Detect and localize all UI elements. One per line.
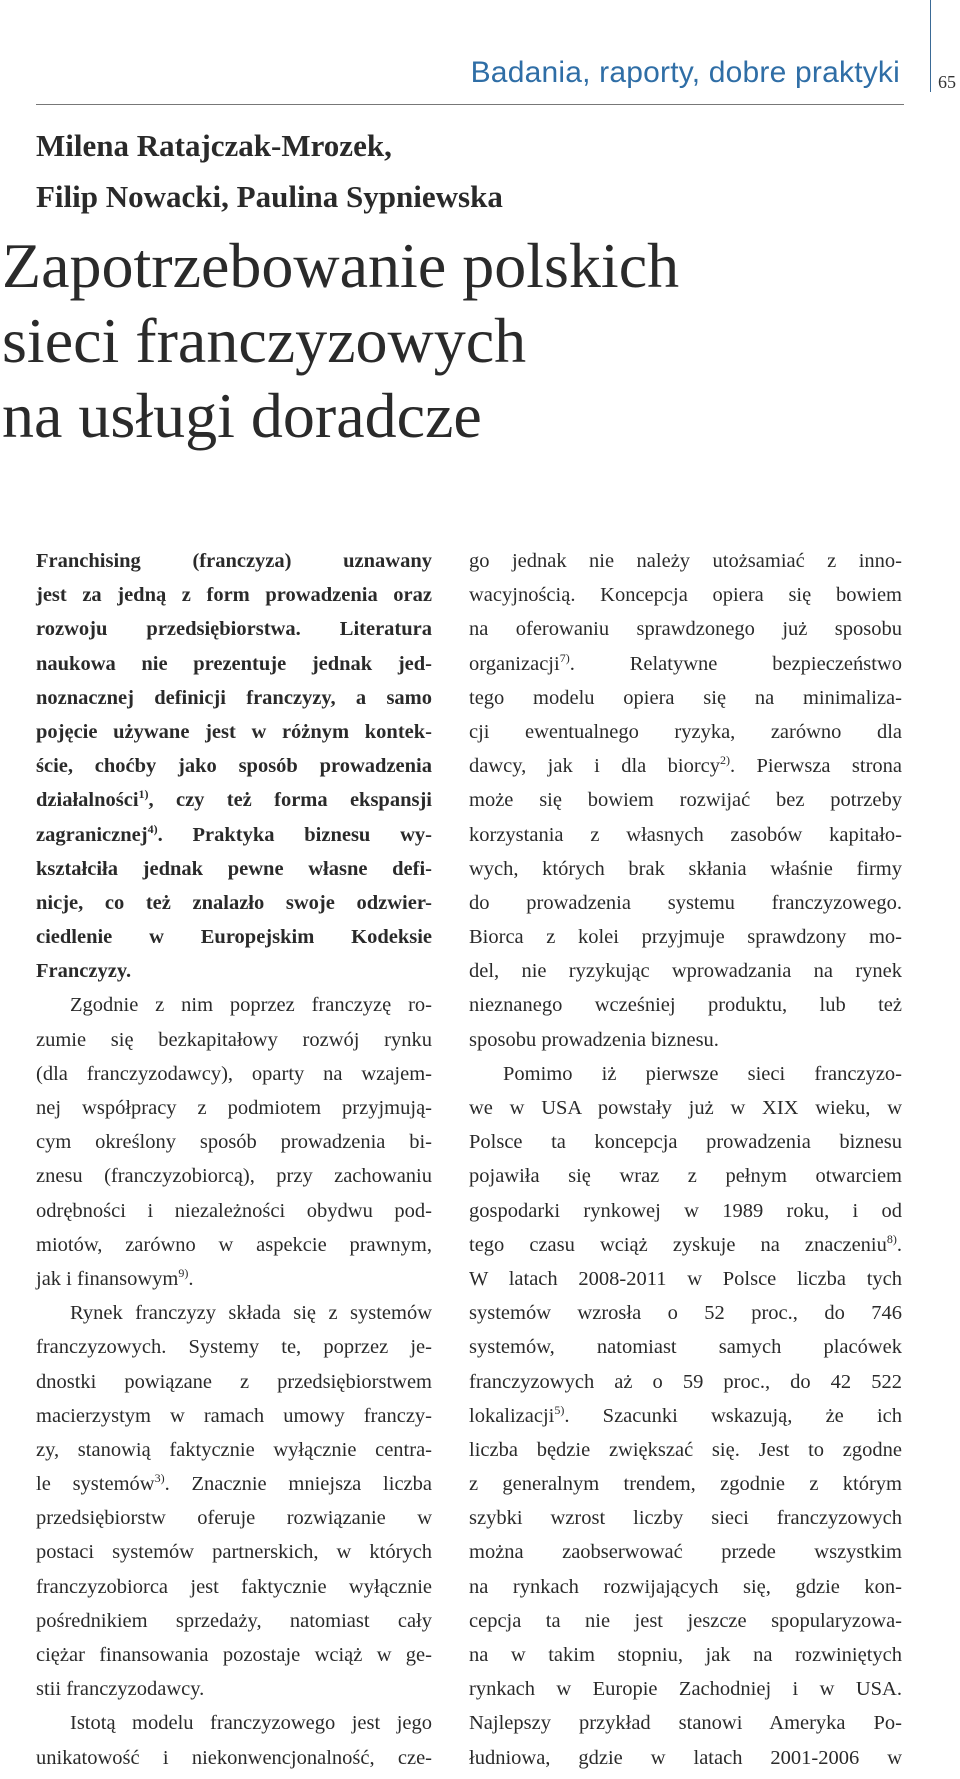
text-run: pośrednikiem sprzedaży, natomiast cały xyxy=(36,1609,432,1632)
text-line xyxy=(36,1194,432,1228)
text-line xyxy=(469,988,902,1022)
text-run: może się bowiem rozwijać bez potrzeby xyxy=(469,789,902,812)
text-line xyxy=(36,1057,432,1091)
text-run: tego modelu opiera się na minimaliza- xyxy=(469,686,902,709)
text-line xyxy=(36,715,432,749)
text-run: przedsiębiorstw oferuje rozwiązanie w xyxy=(36,1507,432,1530)
text-run: naukowa nie prezentuje jednak jed- xyxy=(36,652,432,675)
text-line xyxy=(469,749,902,783)
text-run: franczyzowych aż o 59 proc., do 42 522 xyxy=(469,1370,902,1393)
text-run: del, nie ryzykując wprowadzania na rynek xyxy=(469,960,902,983)
text-run: dawcy, jak i dla biorcy xyxy=(469,755,720,778)
text-run: wych, których brak skłania właśnie firmy xyxy=(469,857,902,880)
text-run: zy, stanowią faktycznie wyłącznie centra- xyxy=(36,1438,432,1461)
text-run: działalności xyxy=(36,789,139,812)
text-run: systemów, natomiast samych placówek xyxy=(469,1336,902,1359)
title-line: sieci franczyzowych xyxy=(2,305,527,376)
text-run: jak i finansowym xyxy=(36,1267,179,1290)
text-line xyxy=(469,1159,902,1193)
text-line xyxy=(36,1262,432,1296)
text-line xyxy=(36,1091,432,1125)
text-line xyxy=(469,1023,902,1057)
text-line xyxy=(469,715,902,749)
right-column xyxy=(469,544,902,1775)
text-line xyxy=(36,988,432,1022)
text-line xyxy=(36,1433,432,1467)
text-line xyxy=(36,647,432,681)
footnote-ref: 9) xyxy=(178,1265,189,1280)
text-run: na rynkach rozwijających się, gdzie kon- xyxy=(469,1575,902,1598)
text-run: nej współpracy z podmiotem przyjmują- xyxy=(36,1097,432,1119)
text-line xyxy=(36,1604,432,1638)
footnote-ref: 4) xyxy=(147,821,158,836)
left-column xyxy=(36,544,432,1775)
text-run: . Praktyka biznesu wy- xyxy=(157,823,432,846)
page-number: 65 xyxy=(938,72,956,92)
text-run: można zaobserwować przede wszystkim xyxy=(469,1541,902,1564)
text-line xyxy=(36,1399,432,1433)
text-line xyxy=(469,1741,902,1775)
text-run: Najlepszy przykład stanowi Ameryka Po- xyxy=(469,1712,902,1735)
title-line: na usługi doradcze xyxy=(2,380,482,451)
text-run: szybki wzrost liczby sieci franczyzowych xyxy=(469,1507,902,1530)
header-vertical-rule xyxy=(930,0,931,92)
text-line xyxy=(469,1296,902,1330)
text-line xyxy=(469,1706,902,1740)
text-run: lokalizacji xyxy=(469,1404,555,1427)
text-run: le systemów xyxy=(36,1473,155,1496)
text-line xyxy=(36,920,432,954)
text-line xyxy=(36,1023,432,1057)
text-line xyxy=(36,544,432,578)
text-line xyxy=(36,1501,432,1535)
text-line xyxy=(469,852,902,886)
text-run: Pomimo iż pierwsze sieci franczyzo- xyxy=(503,1062,902,1085)
text-run: Franchising (franczyza) uznawany xyxy=(36,550,432,572)
text-run: . Znacznie mniejsza liczba xyxy=(164,1473,432,1496)
text-line xyxy=(36,1159,432,1193)
text-run: (dla franczyzodawcy), oparty na wzajem- xyxy=(36,1062,432,1085)
text-line xyxy=(36,1672,432,1706)
text-run: ciężar finansowania pozostaje wciąż w ge- xyxy=(36,1644,432,1666)
text-line xyxy=(36,1638,432,1672)
text-line xyxy=(36,1570,432,1604)
text-run: Zgodnie z nim poprzez franczyzę ro- xyxy=(70,994,432,1017)
text-line xyxy=(36,1330,432,1364)
text-run: . Pierwsza strona xyxy=(730,755,902,778)
text-run: . Szacunki wskazują, że ich xyxy=(564,1404,902,1427)
footnote-ref: 8) xyxy=(886,1231,897,1246)
text-run: na oferowaniu sprawdzonego już sposobu xyxy=(469,618,902,641)
author-line: Milena Ratajczak-Mrozek, xyxy=(36,128,392,163)
text-run: ście, choćby jako sposób prowadzenia xyxy=(36,755,432,778)
footnote-ref: 2) xyxy=(720,753,730,768)
text-run: Polsce ta koncepcja prowadzenia biznesu xyxy=(469,1131,902,1154)
footnote-ref: 1) xyxy=(138,787,149,802)
text-run: , czy też forma ekspansji xyxy=(148,789,432,812)
text-run: . xyxy=(896,1233,902,1256)
text-line xyxy=(469,578,902,612)
text-line xyxy=(36,1535,432,1569)
text-run: unikatowość i niekonwencjonalność, cze- xyxy=(36,1746,432,1769)
text-line xyxy=(36,681,432,715)
article-authors xyxy=(36,120,503,222)
text-run: korzystania z własnych zasobów kapitało- xyxy=(469,823,902,846)
running-header-section: Badania, raporty, dobre praktyki xyxy=(470,56,900,89)
text-run: organizacji xyxy=(469,652,560,675)
text-run: rynkach w Europie Zachodniej i w USA. xyxy=(469,1678,902,1701)
text-line xyxy=(36,886,432,920)
text-run: znesu (franczyzobiorcą), przy zachowaniu xyxy=(36,1165,432,1188)
text-run: liczba będzie zwiększać się. Jest to zgodne xyxy=(469,1438,902,1461)
text-run: do prowadzenia systemu franczyzowego. xyxy=(469,891,902,914)
text-line xyxy=(469,544,902,578)
text-line xyxy=(469,954,902,988)
text-line xyxy=(36,612,432,646)
text-line xyxy=(36,1467,432,1501)
text-line xyxy=(36,852,432,886)
text-line xyxy=(469,1262,902,1296)
text-line xyxy=(469,681,902,715)
text-run: nicje, co też znalazło swoje odzwier- xyxy=(36,891,432,914)
text-run: Istotą modelu franczyzowego jest jego xyxy=(70,1712,432,1735)
text-run: stii franczyzodawcy. xyxy=(36,1678,205,1701)
text-run: Rynek franczyzy składa się z systemów xyxy=(70,1302,432,1325)
text-run: łudniowa, gdzie w latach 2001-2006 w xyxy=(469,1746,902,1769)
text-run: tego czasu wciąż zyskuje na znaczeniu xyxy=(469,1233,887,1256)
text-line xyxy=(36,1125,432,1159)
text-line xyxy=(469,1194,902,1228)
text-run: franczyzobiorca jest faktycznie wyłącznie xyxy=(36,1575,432,1598)
text-line xyxy=(36,578,432,612)
text-run: pojęcie używane jest w różnym kontek- xyxy=(36,720,432,743)
text-line xyxy=(469,1501,902,1535)
text-line xyxy=(469,818,902,852)
text-run: cym określony sposób prowadzenia bi- xyxy=(36,1131,432,1154)
text-line xyxy=(36,1706,432,1740)
text-run: Biorca z kolei przyjmuje sprawdzony mo- xyxy=(469,926,902,949)
text-line xyxy=(36,1228,432,1262)
title-line: Zapotrzebowanie polskich xyxy=(2,230,680,301)
text-line xyxy=(469,886,902,920)
text-line xyxy=(36,749,432,783)
text-line xyxy=(36,954,432,988)
article-title xyxy=(2,228,679,453)
text-run: . xyxy=(188,1267,194,1290)
header-rule xyxy=(36,104,904,105)
footnote-ref: 5) xyxy=(554,1402,565,1417)
text-run: zumie się bezkapitałowy rozwój rynku xyxy=(36,1028,432,1051)
text-line xyxy=(469,1365,902,1399)
text-run: W latach 2008-2011 w Polsce liczba tych xyxy=(469,1267,902,1290)
text-run: rozwoju przedsiębiorstwa. Literatura xyxy=(36,618,432,641)
text-run: sposobu prowadzenia biznesu. xyxy=(469,1028,719,1051)
text-run: kształciła jednak pewne własne defi- xyxy=(36,857,432,880)
text-run: nieznanego wcześniej produktu, lub też xyxy=(469,994,902,1017)
text-line xyxy=(469,1399,902,1433)
footnote-ref: 7) xyxy=(559,650,570,665)
footnote-ref: 3) xyxy=(154,1471,165,1486)
text-run: go jednak nie należy utożsamiać z inno- xyxy=(469,550,902,572)
text-run: na w takim stopniu, jak na rozwiniętych xyxy=(469,1644,902,1666)
author-line: Filip Nowacki, Paulina Sypniewska xyxy=(36,179,503,214)
text-line xyxy=(469,1467,902,1501)
lead-paragraph xyxy=(36,544,432,988)
text-run: jest za jedną z form prowadzenia oraz xyxy=(36,584,432,607)
text-line xyxy=(469,1091,902,1125)
text-run: gospodarki rynkowej w 1989 roku, i od xyxy=(469,1199,902,1222)
text-line xyxy=(36,783,432,817)
text-line xyxy=(469,1604,902,1638)
text-run: franczyzowych. Systemy te, poprzez je- xyxy=(36,1336,432,1359)
text-line xyxy=(469,1228,902,1262)
text-line xyxy=(469,1433,902,1467)
text-run: odrębności i niezależności obydwu pod- xyxy=(36,1199,432,1222)
text-run: z generalnym trendem, zgodnie z którym xyxy=(469,1473,902,1496)
text-line xyxy=(469,1125,902,1159)
text-line xyxy=(469,612,902,646)
text-run: wacyjnością. Koncepcja opiera się bowiem xyxy=(469,584,902,607)
left-body-text xyxy=(36,988,432,1774)
right-body-text xyxy=(469,544,902,1775)
text-run: Franczyzy. xyxy=(36,960,132,983)
text-line xyxy=(469,1535,902,1569)
text-line xyxy=(469,1672,902,1706)
text-line xyxy=(469,1057,902,1091)
text-run: miotów, zarówno w aspekcie prawnym, xyxy=(36,1233,432,1256)
text-line xyxy=(36,1741,432,1775)
text-run: cji ewentualnego ryzyka, zarówno dla xyxy=(469,720,902,743)
text-line xyxy=(469,920,902,954)
text-run: . Relatywne bezpieczeństwo xyxy=(569,652,902,675)
text-run: pojawiła się wraz z pełnym otwarciem xyxy=(469,1165,902,1188)
text-run: we w USA powstały już w XIX wieku, w xyxy=(469,1097,902,1119)
text-run: postaci systemów partnerskich, w których xyxy=(36,1541,432,1564)
text-line xyxy=(469,647,902,681)
text-line xyxy=(469,783,902,817)
text-line xyxy=(469,1330,902,1364)
text-line xyxy=(469,1638,902,1672)
text-run: noznacznej definicji franczyzy, a samo xyxy=(36,686,432,709)
text-line xyxy=(36,1296,432,1330)
text-line xyxy=(469,1570,902,1604)
text-line xyxy=(36,818,432,852)
text-run: cepcja ta nie jest jeszcze spopularyzowa- xyxy=(469,1609,902,1632)
text-run: ciedlenie w Europejskim Kodeksie xyxy=(36,926,432,949)
text-run: systemów wzrosła o 52 proc., do 746 xyxy=(469,1302,902,1325)
text-run: zagranicznej xyxy=(36,823,148,846)
text-run: dnostki powiązane z przedsiębiorstwem xyxy=(36,1370,432,1393)
text-line xyxy=(36,1365,432,1399)
text-run: macierzystym w ramach umowy franczy- xyxy=(36,1404,432,1427)
